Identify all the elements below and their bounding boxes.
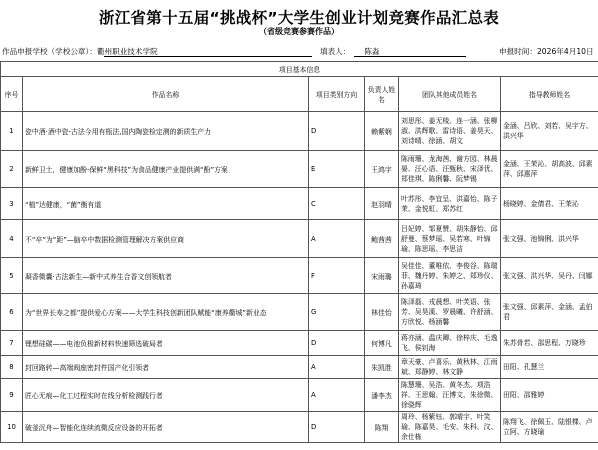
- header-members: 团队其他成员姓名: [399, 77, 501, 112]
- row-category: F: [309, 258, 365, 294]
- row-leader: 赵羽晴: [365, 188, 399, 220]
- filler-value: 陈淼: [364, 47, 380, 56]
- row-teachers: 陈翔飞、徐佩玉、陆银棵、卢立阿、方晓瑜: [501, 412, 598, 443]
- row-teachers: 朱苏骨若、邵思程、万晓珍: [501, 331, 598, 356]
- row-no: 4: [1, 220, 23, 258]
- row-teachers: 张文强、池锦俐、洪兴华: [501, 220, 598, 258]
- table-row: [1, 379, 598, 412]
- row-leader: 王鸿宇: [365, 151, 399, 188]
- row-project-name: 封回路转—高端阀座密封件国产化引领者: [23, 356, 309, 379]
- row-project-name: 破釜沉舟—智能化连续流微反应设备的开拓者: [23, 412, 309, 443]
- table-row: [1, 151, 598, 188]
- row-teachers: 张文强、洪兴华、吴丹、闫娜: [501, 258, 598, 294]
- table-row: [1, 258, 598, 294]
- row-project-name: 凝香微囊·古法新生—新中式养生合香文创领航者: [23, 258, 309, 294]
- school-underline: [104, 56, 312, 57]
- row-members: 陈泽磊、戎晨想、叶芙语、张芳、吴昊溪、罗晨曦、许舒涵、方欣悦、杨涵馨: [399, 294, 501, 331]
- header-category: 项目类别方向: [309, 77, 365, 112]
- school-label: 作品申报学校（学校公章）：: [2, 47, 97, 56]
- row-category: G: [309, 294, 365, 331]
- date-label: 申报时间：: [499, 47, 537, 56]
- row-category: D: [309, 412, 365, 443]
- header-leader: 负责人姓名: [365, 77, 399, 112]
- table-row: [1, 356, 598, 379]
- row-leader: 宋雨璐: [365, 258, 399, 294]
- row-category: A: [309, 220, 365, 258]
- row-members: 叶苏彤、李宜呈、洪嘉怡、陈子茉、金悦虹、郑苏红: [399, 188, 501, 220]
- row-no: 1: [1, 112, 23, 151]
- row-category: A: [309, 379, 365, 412]
- document-subtitle: （省级竞赛参赛作品）: [259, 27, 339, 36]
- row-project-name: 瓷中酒·酒中瓷-古法今用有瓶法,国内陶瓷检定测的新质生产力: [23, 112, 309, 151]
- school-value: 衢州职业技术学院: [96, 47, 158, 56]
- row-project-name: “植”达健康，“菌”衡有道: [23, 188, 309, 220]
- header-name: 作品名称: [23, 77, 309, 112]
- row-project-name: 匠心无痕—化工过程实时在线分析检测践行者: [23, 379, 309, 412]
- section-header: 项目基本信息: [1, 62, 598, 77]
- row-category: E: [309, 151, 365, 188]
- row-leader: 林佳怡: [365, 294, 399, 331]
- row-teachers: 杨晓婷、金倩君、王茉沁: [501, 188, 598, 220]
- row-members: 章天豪、卢喜乐、黄秋林、江雨斌、郑静婷、林文静: [399, 356, 501, 379]
- table-row: [1, 331, 598, 356]
- row-members: 陈雨珊、龙海茜、谢方园、林晨晏、汪心语、汪甄秋、宋泽优、郑佳琪、陈俐馨、阮梦锡: [399, 151, 501, 188]
- row-project-name: 锂想硅碳——电池负极新材料快速筛选破局者: [23, 331, 309, 356]
- row-teachers: 田阳、邵雅婷: [501, 379, 598, 412]
- document-title: 浙江省第十五届“挑战杯”大学生创业计划竞赛作品汇总表: [98, 9, 500, 27]
- row-no: 6: [1, 294, 23, 331]
- date-field: [499, 46, 594, 57]
- row-members: 周玲、杨紫钰、郭晴宇、叶笑瑜、陈嘉昊、毛安、朱科、汶、余仕栋: [399, 412, 501, 443]
- row-leader: 潘李杰: [365, 379, 399, 412]
- row-no: 3: [1, 188, 23, 220]
- header-teachers: 指导教师姓名: [501, 77, 598, 112]
- row-leader: 赖紫娴: [365, 112, 399, 151]
- row-leader: 朱凯胜: [365, 356, 399, 379]
- row-teachers: 金涵、吕欣、刘若、吴宇方、洪兴华: [501, 112, 598, 151]
- row-category: C: [309, 188, 365, 220]
- row-leader: 何博凡: [365, 331, 399, 356]
- row-no: 7: [1, 331, 23, 356]
- filler-underline: [354, 56, 466, 57]
- row-teachers: 金涵、王茉沁、胡高波、邱素萍、邱惠萍: [501, 151, 598, 188]
- row-leader: 鲍茜茜: [365, 220, 399, 258]
- date-value: 2026年4月10日: [536, 47, 594, 56]
- row-no: 10: [1, 412, 23, 443]
- row-no: 2: [1, 151, 23, 188]
- row-members: 蒋亦涵、温庆卿、徐梓庆、毛逸飞、侯钊海: [399, 331, 501, 356]
- table-row: [1, 188, 598, 220]
- table-row: [1, 220, 598, 258]
- row-project-name: 不“卒”为“距”—脑卒中数据检测管理解决方案供应商: [23, 220, 309, 258]
- row-members: 吴佳佳、董唯依、李俊谷、陈瑞菲、魏丹婷、朱婷之、郑珍仪、孙嘉琦: [399, 258, 501, 294]
- row-category: D: [309, 331, 365, 356]
- row-project-name: 为“世界长寿之都”提供爱心方案——大学生科技创新团队赋能“康养衢城”新业态: [23, 294, 309, 331]
- column-header-row: [1, 77, 598, 112]
- table-row: [1, 412, 598, 443]
- header-no: 序号: [1, 77, 23, 112]
- row-members: 陈慧珊、吴浩、黄冬杰、项浩祥、王思翰、汪博文、朱徐微、徐骁辉: [399, 379, 501, 412]
- table-row: [1, 294, 598, 331]
- row-members: 吕妃婷、邹夏赞、胡朱静怡、邱舒曼、蔡梦瑶、吴若寒、叶锦瑜、陈思瑶、李思洁: [399, 220, 501, 258]
- row-leader: 陈翔: [365, 412, 399, 443]
- row-teachers: 张文强、邱素萍、金涵、孟伯君: [501, 294, 598, 331]
- projects-table: [0, 61, 598, 443]
- row-teachers: 田阳、孔慧兰: [501, 356, 598, 379]
- row-category: D: [309, 112, 365, 151]
- table-row: [1, 112, 598, 151]
- row-no: 5: [1, 258, 23, 294]
- row-no: 8: [1, 356, 23, 379]
- row-category: A: [309, 356, 365, 379]
- row-no: 9: [1, 379, 23, 412]
- row-project-name: 新鲜卫士，健康加酚-保鲜“黑科技”为食品健康产业提供满“酚”方案: [23, 151, 309, 188]
- row-members: 刘思彤、姜无棱、连一涵、张柳淑、洪辉歌、雷诗语、姜昊天、刘诗晴、徐涵、胡文: [399, 112, 501, 151]
- filler-label: 填表人：: [320, 47, 351, 56]
